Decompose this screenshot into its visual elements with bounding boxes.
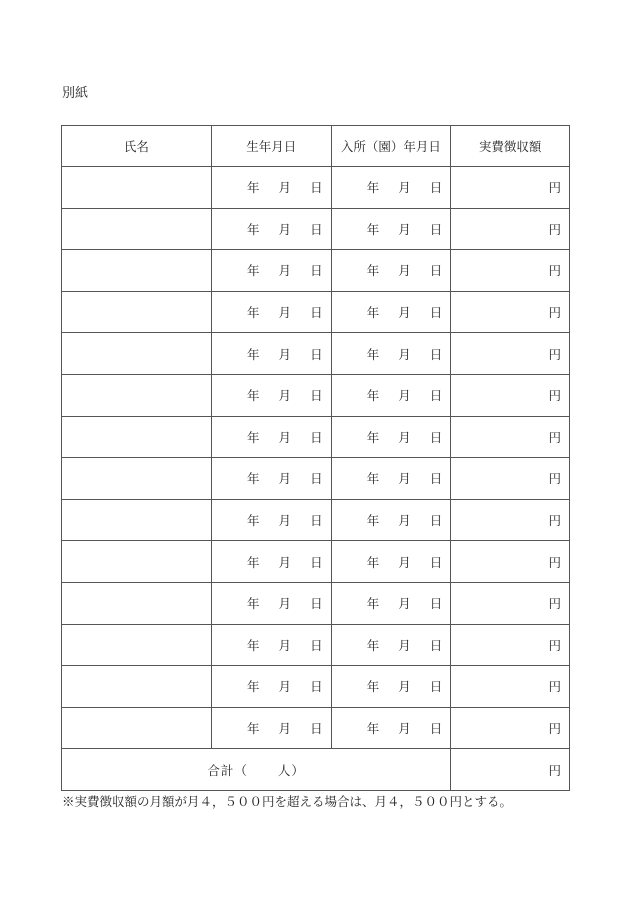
date-unit-month: 月 — [398, 429, 411, 445]
fee-cell[interactable]: 円 — [451, 208, 570, 250]
birthdate-cell[interactable] — [211, 666, 331, 708]
admission-date-cell[interactable] — [331, 707, 451, 749]
date-unit-day: 日 — [429, 513, 443, 529]
date-unit-year: 年 — [366, 679, 380, 695]
date-unit-day: 日 — [310, 596, 323, 612]
date-unit-day: 日 — [429, 180, 443, 196]
table-row — [62, 416, 570, 458]
date-unit-day: 日 — [429, 346, 443, 362]
name-cell[interactable] — [62, 582, 212, 624]
date-unit-month: 月 — [278, 263, 292, 279]
date-unit-day: 日 — [310, 388, 323, 404]
birthdate-cell[interactable] — [211, 582, 331, 624]
birthdate-cell[interactable] — [211, 333, 331, 375]
admission-date-cell[interactable] — [331, 666, 451, 708]
date-unit-day: 日 — [429, 263, 443, 279]
fee-cell[interactable]: 円 — [451, 458, 570, 500]
document-heading: 別紙 — [62, 86, 89, 101]
header-name: 氏名 — [62, 126, 212, 167]
birthdate-cell[interactable] — [211, 374, 331, 416]
date-unit-year: 年 — [366, 388, 380, 404]
birthdate-cell[interactable] — [211, 541, 331, 583]
date-unit-month: 月 — [278, 429, 292, 445]
fee-cell[interactable]: 円 — [451, 333, 570, 375]
total-fee-cell[interactable]: 円 — [451, 749, 570, 791]
birthdate-cell[interactable] — [211, 250, 331, 292]
table-row — [62, 374, 570, 416]
date-unit-month: 月 — [398, 554, 411, 570]
total-row — [62, 749, 570, 791]
date-unit-year: 年 — [247, 221, 260, 237]
date-unit-month: 月 — [398, 305, 411, 321]
date-unit-day: 日 — [310, 513, 323, 529]
fee-cell[interactable]: 円 — [451, 167, 570, 209]
date-unit-day: 日 — [310, 263, 323, 279]
admission-date-cell[interactable] — [331, 250, 451, 292]
total-prefix: 合計（ — [207, 762, 248, 778]
header-row — [62, 126, 570, 167]
fee-cell[interactable]: 円 — [451, 582, 570, 624]
birthdate-cell[interactable] — [211, 707, 331, 749]
date-unit-month: 月 — [398, 513, 411, 529]
date-unit-year: 年 — [366, 429, 380, 445]
admission-date-cell[interactable] — [331, 541, 451, 583]
date-unit-month: 月 — [278, 721, 292, 737]
admission-date-cell[interactable] — [331, 582, 451, 624]
date-unit-day: 日 — [429, 721, 443, 737]
table-row — [62, 707, 570, 749]
date-unit-month: 月 — [398, 596, 411, 612]
date-unit-month: 月 — [278, 513, 292, 529]
name-cell[interactable] — [62, 416, 212, 458]
date-unit-year: 年 — [247, 679, 260, 695]
admission-date-cell[interactable] — [331, 374, 451, 416]
date-unit-day: 日 — [310, 180, 323, 196]
date-unit-day: 日 — [429, 429, 443, 445]
date-unit-month: 月 — [398, 221, 411, 237]
birthdate-cell[interactable] — [211, 208, 331, 250]
date-unit-year: 年 — [366, 471, 380, 487]
date-unit-year: 年 — [247, 637, 260, 653]
name-cell[interactable] — [62, 707, 212, 749]
fee-cell[interactable]: 円 — [451, 416, 570, 458]
date-unit-year: 年 — [247, 263, 260, 279]
date-unit-year: 年 — [247, 513, 260, 529]
date-unit-month: 月 — [398, 637, 411, 653]
admission-date-cell[interactable] — [331, 333, 451, 375]
birthdate-cell[interactable] — [211, 416, 331, 458]
date-unit-month: 月 — [398, 721, 411, 737]
date-unit-year: 年 — [366, 554, 380, 570]
table-row — [62, 624, 570, 666]
header-admission-date: 入所（園）年月日 — [331, 126, 451, 167]
table-row — [62, 167, 570, 209]
table-row — [62, 458, 570, 500]
date-unit-day: 日 — [310, 346, 323, 362]
fee-cell[interactable]: 円 — [451, 541, 570, 583]
table-row — [62, 208, 570, 250]
admission-date-cell[interactable] — [331, 499, 451, 541]
date-unit-day: 日 — [429, 679, 443, 695]
admission-date-cell[interactable] — [331, 208, 451, 250]
birthdate-cell[interactable] — [211, 624, 331, 666]
name-cell[interactable] — [62, 167, 212, 209]
name-cell[interactable] — [62, 333, 212, 375]
date-unit-year: 年 — [366, 513, 380, 529]
date-unit-day: 日 — [310, 554, 323, 570]
name-cell[interactable] — [62, 499, 212, 541]
date-unit-month: 月 — [278, 388, 292, 404]
total-suffix: 人） — [277, 762, 305, 778]
date-unit-month: 月 — [278, 346, 292, 362]
date-unit-month: 月 — [278, 596, 292, 612]
admission-date-cell[interactable] — [331, 458, 451, 500]
date-unit-month: 月 — [278, 305, 292, 321]
admission-date-cell[interactable] — [331, 624, 451, 666]
date-unit-month: 月 — [278, 471, 292, 487]
birthdate-cell[interactable] — [211, 458, 331, 500]
total-label — [62, 749, 451, 791]
date-unit-year: 年 — [247, 471, 260, 487]
date-unit-day: 日 — [429, 596, 443, 612]
date-unit-day: 日 — [310, 679, 323, 695]
date-unit-year: 年 — [366, 263, 380, 279]
date-unit-year: 年 — [247, 554, 260, 570]
date-unit-day: 日 — [429, 637, 443, 653]
date-unit-year: 年 — [366, 346, 380, 362]
date-unit-month: 月 — [398, 388, 411, 404]
table-row — [62, 250, 570, 292]
date-unit-year: 年 — [247, 305, 260, 321]
date-unit-year: 年 — [366, 721, 380, 737]
name-cell[interactable] — [62, 541, 212, 583]
date-unit-month: 月 — [278, 221, 292, 237]
date-unit-year: 年 — [366, 596, 380, 612]
date-unit-year: 年 — [366, 221, 380, 237]
birthdate-cell[interactable] — [211, 499, 331, 541]
date-unit-day: 日 — [429, 305, 443, 321]
date-unit-month: 月 — [278, 554, 292, 570]
table-body — [62, 167, 570, 749]
date-unit-year: 年 — [247, 180, 260, 196]
birthdate-cell[interactable] — [211, 167, 331, 209]
fee-table — [61, 125, 570, 791]
fee-cell[interactable]: 円 — [451, 250, 570, 292]
name-cell[interactable] — [62, 666, 212, 708]
table-row — [62, 541, 570, 583]
date-unit-month: 月 — [278, 637, 292, 653]
fee-cell[interactable]: 円 — [451, 707, 570, 749]
table-row — [62, 291, 570, 333]
birthdate-cell[interactable] — [211, 291, 331, 333]
admission-date-cell[interactable] — [331, 167, 451, 209]
name-cell[interactable] — [62, 458, 212, 500]
date-unit-day: 日 — [429, 388, 443, 404]
date-unit-day: 日 — [310, 721, 323, 737]
date-unit-month: 月 — [398, 346, 411, 362]
admission-date-cell[interactable] — [331, 416, 451, 458]
fee-cell[interactable]: 円 — [451, 624, 570, 666]
date-unit-month: 月 — [398, 263, 411, 279]
name-cell[interactable] — [62, 291, 212, 333]
table-row — [62, 582, 570, 624]
name-cell[interactable] — [62, 624, 212, 666]
name-cell[interactable] — [62, 250, 212, 292]
date-unit-year: 年 — [366, 180, 380, 196]
date-unit-year: 年 — [366, 637, 380, 653]
header-birthdate: 生年月日 — [211, 126, 331, 167]
fee-cell[interactable]: 円 — [451, 499, 570, 541]
table-row — [62, 333, 570, 375]
date-unit-year: 年 — [247, 388, 260, 404]
fee-cell[interactable]: 円 — [451, 291, 570, 333]
date-unit-day: 日 — [429, 471, 443, 487]
fee-cell[interactable]: 円 — [451, 374, 570, 416]
date-unit-day: 日 — [310, 637, 323, 653]
date-unit-day: 日 — [310, 221, 323, 237]
name-cell[interactable] — [62, 208, 212, 250]
date-unit-year: 年 — [247, 429, 260, 445]
date-unit-year: 年 — [247, 596, 260, 612]
name-cell[interactable] — [62, 374, 212, 416]
date-unit-month: 月 — [398, 679, 411, 695]
table-row — [62, 499, 570, 541]
date-unit-month: 月 — [398, 471, 411, 487]
date-unit-day: 日 — [429, 554, 443, 570]
footnote: ※実費徴収額の月額が月４，５００円を超える場合は、月４，５００円とする。 — [62, 794, 513, 809]
admission-date-cell[interactable] — [331, 291, 451, 333]
date-unit-year: 年 — [247, 346, 260, 362]
date-unit-day: 日 — [310, 471, 323, 487]
header-fee: 実費徴収額 — [451, 126, 570, 167]
fee-cell[interactable]: 円 — [451, 666, 570, 708]
date-unit-day: 日 — [310, 429, 323, 445]
date-unit-month: 月 — [278, 679, 292, 695]
date-unit-month: 月 — [398, 180, 411, 196]
date-unit-day: 日 — [310, 305, 323, 321]
date-unit-year: 年 — [366, 305, 380, 321]
date-unit-month: 月 — [278, 180, 292, 196]
date-unit-year: 年 — [247, 721, 260, 737]
date-unit-day: 日 — [429, 221, 443, 237]
table-row — [62, 666, 570, 708]
